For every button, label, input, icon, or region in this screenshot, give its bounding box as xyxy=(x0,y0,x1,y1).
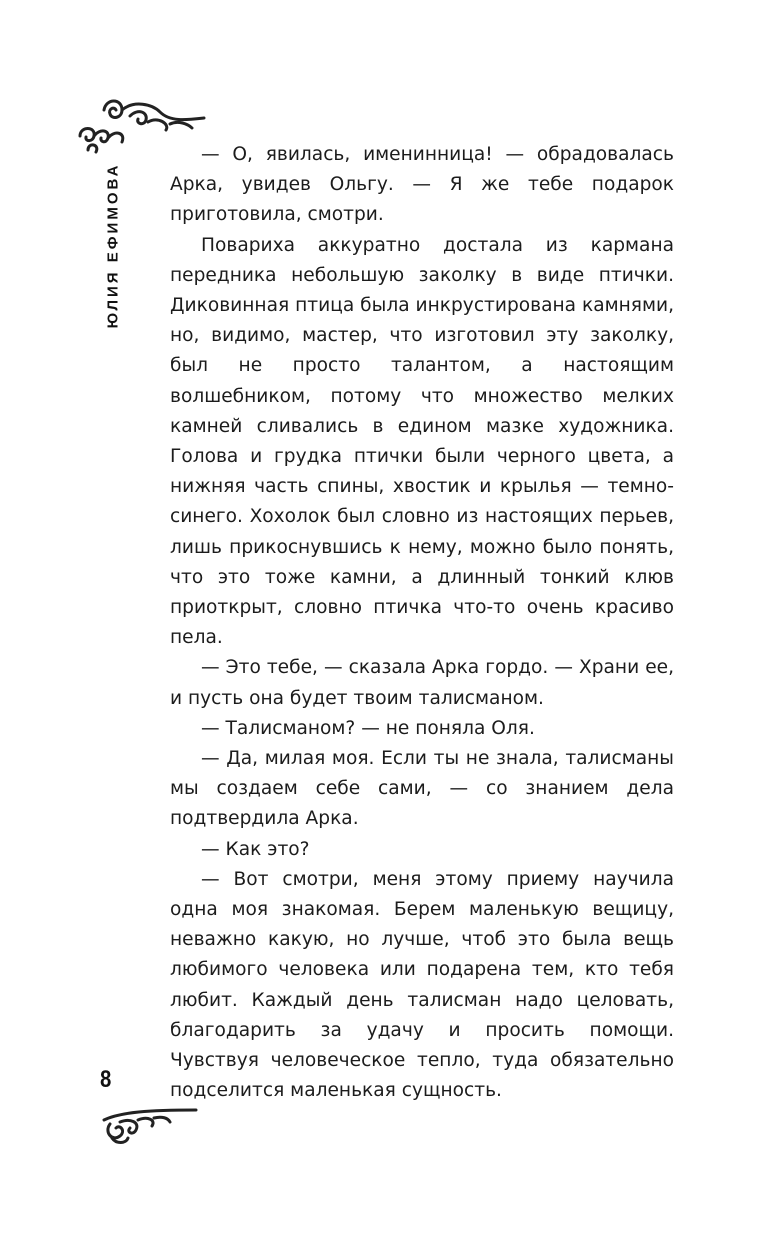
body-text xyxy=(170,140,674,1107)
paragraph: — Как это? xyxy=(201,838,310,860)
paragraph: Повариха аккуратно достала из кармана передника небольшую заколку в виде птички. Диковинная птица была инкрустирована камнями, но, видимо, мастер, что изготовил эту заколку, был не просто талантом, а настоящим волшебником, потому что множество мелких камней сливались в едином мазке художника. Голова и грудка птички были черного цвета, а нижняя часть спины, хвостик и крылья — темно-синего. Хохолок был словно из настоящих перьев, лишь прикоснувшись к нему, можно было понять, что это тоже камни, а длинный тонкий клюв приоткрыт, словно птичка что-то очень красиво пела. xyxy=(170,234,674,649)
bottom-flourish-ornament xyxy=(100,1098,200,1148)
paragraph: — Вот смотри, меня этому приему научила одна моя знакомая. Берем маленькую вещицу, неважно какую, но лучше, чтоб это была вещь любимого человека или подарена тем, кто тебя любит. Каждый день талисман надо целовать, благодарить за удачу и просить помощи. Чувствуя человеческое тепло, туда обязательно подселится маленькая сущность. xyxy=(170,868,674,1102)
paragraph: — Да, милая моя. Если ты не знала, талисманы мы создаем себе сами, — со знанием дела подтвердила Арка. xyxy=(170,748,674,830)
paragraph: — Талисманом? — не поняла Оля. xyxy=(201,717,535,739)
page-number: 8 xyxy=(100,1066,112,1093)
paragraph: — Это тебе, — сказала Арка гордо. — Храни ее, и пусть она будет твоим талисманом. xyxy=(170,657,674,709)
author-name: ЮЛИЯ ЕФИМОВА xyxy=(104,162,122,328)
running-head xyxy=(98,162,128,328)
paragraph: — О, явилась, именинница! — обрадовалась Арка, увидев Ольгу. — Я же тебе подарок приготовила, смотри. xyxy=(170,144,674,226)
